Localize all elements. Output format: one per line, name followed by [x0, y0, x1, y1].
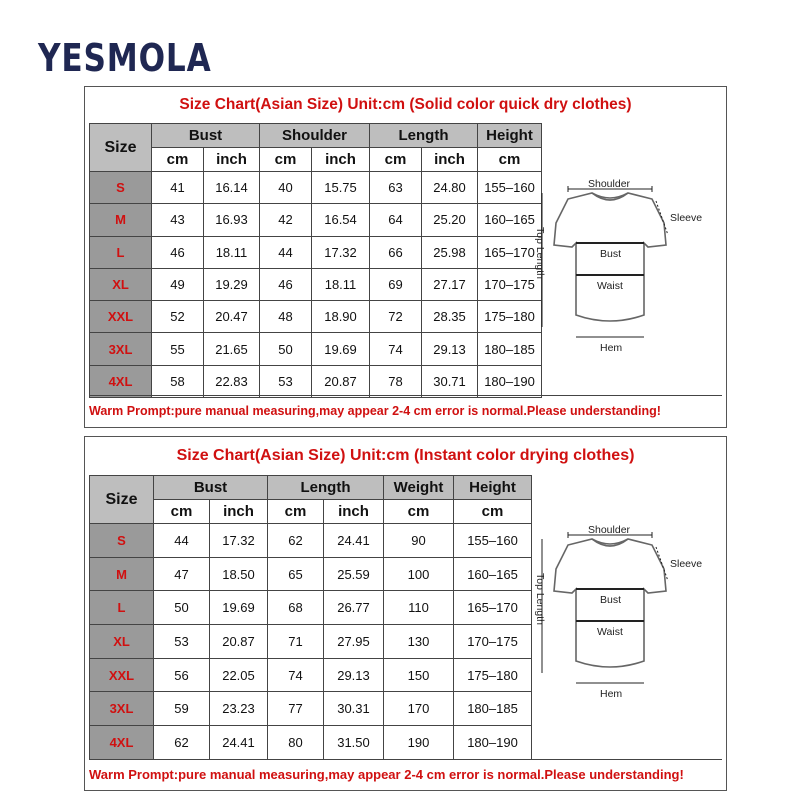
- table-cell: 175–180: [478, 301, 542, 333]
- table-cell: 175–180: [454, 658, 532, 692]
- table-cell: 66: [370, 236, 422, 268]
- table-cell: 17.32: [210, 524, 268, 558]
- table-cell: 44: [154, 524, 210, 558]
- unit-header: cm: [268, 500, 324, 524]
- table-row: [90, 658, 532, 692]
- table-cell: 27.17: [422, 268, 478, 300]
- table-cell: 22.83: [204, 365, 260, 397]
- table-cell: 42: [260, 204, 312, 236]
- table-cell: 18.90: [312, 301, 370, 333]
- table-cell: 170–175: [454, 625, 532, 659]
- table-cell: 74: [370, 333, 422, 365]
- table-cell: 41: [152, 172, 204, 204]
- table-cell: 50: [154, 591, 210, 625]
- size-header: Size: [90, 124, 152, 172]
- unit-header: cm: [260, 148, 312, 172]
- group-header-bust: Bust: [154, 476, 268, 500]
- table-cell: 130: [384, 625, 454, 659]
- table-cell: 24.41: [210, 726, 268, 760]
- unit-header: inch: [210, 500, 268, 524]
- waist-label: Waist: [597, 280, 623, 292]
- size-label: XL: [90, 268, 152, 300]
- table-cell: 20.47: [204, 301, 260, 333]
- table-row: [90, 591, 532, 625]
- table-cell: 53: [260, 365, 312, 397]
- table-row: [90, 204, 542, 236]
- table-cell: 16.54: [312, 204, 370, 236]
- table-cell: 180–185: [478, 333, 542, 365]
- table-row: [90, 726, 532, 760]
- table-cell: 160–165: [478, 204, 542, 236]
- size-label: XXL: [90, 301, 152, 333]
- table-row: [90, 692, 532, 726]
- table-cell: 71: [268, 625, 324, 659]
- table-cell: 15.75: [312, 172, 370, 204]
- size-label: S: [90, 172, 152, 204]
- table-cell: 19.29: [204, 268, 260, 300]
- shoulder-label: Shoulder: [588, 524, 631, 536]
- table-cell: 46: [152, 236, 204, 268]
- table-cell: 170: [384, 692, 454, 726]
- size-chart-title: Size Chart(Asian Size) Unit:cm (Solid color quick dry clothes): [179, 96, 632, 113]
- table-row: [90, 557, 532, 591]
- size-label: 3XL: [90, 692, 154, 726]
- table-cell: 100: [384, 557, 454, 591]
- table-cell: 65: [268, 557, 324, 591]
- warm-prompt: Warm Prompt:pure manual measuring,may appear 2-4 cm error is normal.Please understanding!: [89, 759, 722, 790]
- hem-label: Hem: [600, 688, 623, 700]
- unit-header: cm: [154, 500, 210, 524]
- waist-label: Waist: [597, 626, 623, 638]
- table-row: [90, 625, 532, 659]
- table-cell: 29.13: [422, 333, 478, 365]
- group-header-bust: Bust: [152, 124, 260, 148]
- hem-label: Hem: [600, 342, 623, 354]
- size-table: [89, 475, 532, 760]
- table-cell: 20.87: [312, 365, 370, 397]
- table-cell: 28.35: [422, 301, 478, 333]
- table-cell: 19.69: [312, 333, 370, 365]
- table-cell: 18.11: [312, 268, 370, 300]
- tshirt-diagram-svg: [534, 177, 730, 367]
- table-cell: 23.23: [210, 692, 268, 726]
- table-cell: 46: [260, 268, 312, 300]
- size-label: L: [90, 236, 152, 268]
- table-cell: 24.80: [422, 172, 478, 204]
- top-length-label: Top Length: [534, 227, 546, 279]
- table-cell: 72: [370, 301, 422, 333]
- size-label: XL: [90, 625, 154, 659]
- top-length-label: Top Length: [534, 573, 546, 625]
- table-cell: 150: [384, 658, 454, 692]
- unit-header: inch: [324, 500, 384, 524]
- unit-header: cm: [454, 500, 532, 524]
- table-cell: 22.05: [210, 658, 268, 692]
- table-cell: 50: [260, 333, 312, 365]
- bust-label: Bust: [600, 248, 622, 260]
- table-cell: 170–175: [478, 268, 542, 300]
- size-chart-panel-instant: [84, 436, 727, 791]
- table-cell: 25.98: [422, 236, 478, 268]
- table-cell: 49: [152, 268, 204, 300]
- table-row: [90, 333, 542, 365]
- table-cell: 110: [384, 591, 454, 625]
- table-cell: 17.32: [312, 236, 370, 268]
- tshirt-measurement-diagram: [532, 523, 722, 713]
- table-cell: 68: [268, 591, 324, 625]
- group-header-row: [90, 124, 542, 148]
- table-cell: 18.11: [204, 236, 260, 268]
- table-cell: 180–190: [454, 726, 532, 760]
- table-cell: 40: [260, 172, 312, 204]
- table-cell: 165–170: [478, 236, 542, 268]
- unit-header: cm: [152, 148, 204, 172]
- size-label: L: [90, 591, 154, 625]
- group-header-length: Length: [370, 124, 478, 148]
- table-row: [90, 301, 542, 333]
- table-cell: 74: [268, 658, 324, 692]
- table-cell: 58: [152, 365, 204, 397]
- tshirt-measurement-diagram: [534, 177, 730, 367]
- warm-prompt: Warm Prompt:pure manual measuring,may appear 2-4 cm error is normal.Please understanding!: [89, 395, 722, 426]
- table-cell: 155–160: [454, 524, 532, 558]
- size-label: M: [90, 204, 152, 236]
- table-cell: 48: [260, 301, 312, 333]
- table-row: [90, 172, 542, 204]
- sleeve-label: Sleeve: [670, 558, 703, 570]
- table-cell: 80: [268, 726, 324, 760]
- table-row: [90, 236, 542, 268]
- table-cell: 21.65: [204, 333, 260, 365]
- size-table: [89, 123, 542, 398]
- tshirt-diagram-svg: [532, 523, 722, 713]
- table-cell: 77: [268, 692, 324, 726]
- table-cell: 62: [268, 524, 324, 558]
- table-cell: 19.69: [210, 591, 268, 625]
- unit-header: inch: [422, 148, 478, 172]
- table-row: [90, 268, 542, 300]
- table-cell: 180–185: [454, 692, 532, 726]
- table-cell: 64: [370, 204, 422, 236]
- table-cell: 16.93: [204, 204, 260, 236]
- table-cell: 165–170: [454, 591, 532, 625]
- table-cell: 47: [154, 557, 210, 591]
- table-cell: 29.13: [324, 658, 384, 692]
- table-cell: 30.31: [324, 692, 384, 726]
- size-chart-title: Size Chart(Asian Size) Unit:cm (Instant color drying clothes): [176, 447, 635, 464]
- table-cell: 69: [370, 268, 422, 300]
- table-cell: 53: [154, 625, 210, 659]
- table-cell: 52: [152, 301, 204, 333]
- table-cell: 63: [370, 172, 422, 204]
- unit-header: inch: [204, 148, 260, 172]
- unit-header: cm: [478, 148, 542, 172]
- size-label: 4XL: [90, 726, 154, 760]
- table-cell: 180–190: [478, 365, 542, 397]
- bust-label: Bust: [600, 594, 622, 606]
- table-cell: 25.20: [422, 204, 478, 236]
- unit-header: inch: [312, 148, 370, 172]
- table-cell: 44: [260, 236, 312, 268]
- table-cell: 59: [154, 692, 210, 726]
- unit-header: cm: [370, 148, 422, 172]
- table-cell: 25.59: [324, 557, 384, 591]
- table-cell: 90: [384, 524, 454, 558]
- group-header-height: Height: [454, 476, 532, 500]
- table-cell: 30.71: [422, 365, 478, 397]
- table-cell: 56: [154, 658, 210, 692]
- sleeve-label: Sleeve: [670, 212, 703, 224]
- unit-header-row: [90, 148, 542, 172]
- size-header: Size: [90, 476, 154, 524]
- size-label: XXL: [90, 658, 154, 692]
- table-cell: 27.95: [324, 625, 384, 659]
- group-header-row: [90, 476, 532, 500]
- table-cell: 62: [154, 726, 210, 760]
- table-cell: 160–165: [454, 557, 532, 591]
- table-cell: 16.14: [204, 172, 260, 204]
- table-cell: 155–160: [478, 172, 542, 204]
- table-cell: 24.41: [324, 524, 384, 558]
- table-cell: 78: [370, 365, 422, 397]
- table-cell: 190: [384, 726, 454, 760]
- group-header-shoulder: Shoulder: [260, 124, 370, 148]
- table-cell: 20.87: [210, 625, 268, 659]
- table-row: [90, 524, 532, 558]
- table-cell: 26.77: [324, 591, 384, 625]
- table-cell: 55: [152, 333, 204, 365]
- group-header-length: Length: [268, 476, 384, 500]
- size-label: 4XL: [90, 365, 152, 397]
- brand-logo: YESMOLA: [38, 36, 212, 80]
- table-row: [90, 365, 542, 397]
- shoulder-label: Shoulder: [588, 178, 631, 190]
- size-chart-panel-solid: [84, 86, 727, 428]
- size-label: 3XL: [90, 333, 152, 365]
- size-label: S: [90, 524, 154, 558]
- group-header-weight: Weight: [384, 476, 454, 500]
- table-cell: 43: [152, 204, 204, 236]
- table-cell: 18.50: [210, 557, 268, 591]
- unit-header-row: [90, 500, 532, 524]
- unit-header: cm: [384, 500, 454, 524]
- size-label: M: [90, 557, 154, 591]
- table-cell: 31.50: [324, 726, 384, 760]
- group-header-height: Height: [478, 124, 542, 148]
